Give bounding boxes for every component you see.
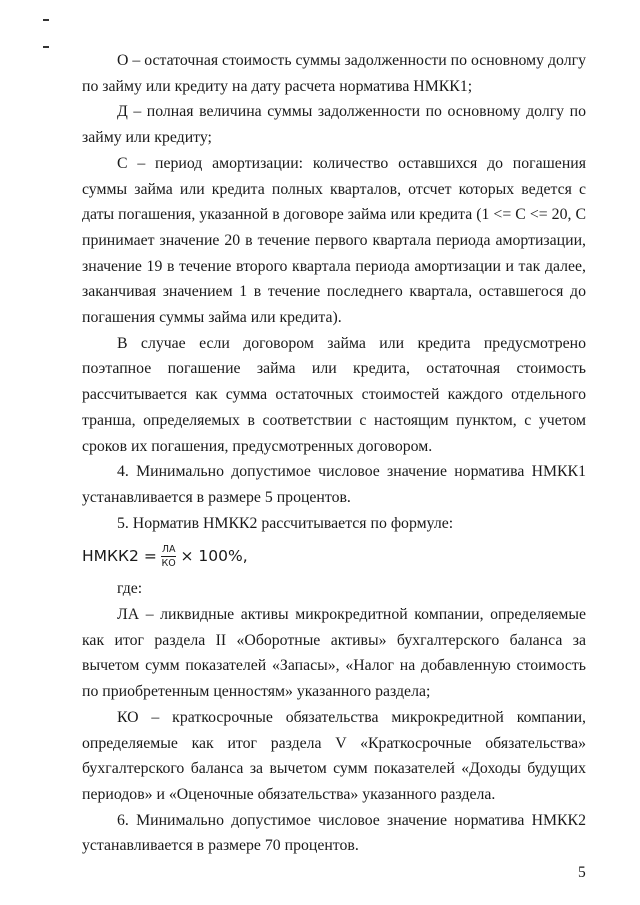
definition-o: О – остаточная стоимость суммы задолженности по основному долгу по займу или кредиту на дату расчета норматива НМКК1;: [82, 52, 586, 95]
definition-d: Д – полная величина суммы задолженности по основному долгу по займу или кредиту;: [82, 103, 586, 147]
formula-lhs: НМКК2 =: [82, 547, 157, 566]
definition-la: ЛА – ликвидные активы микрокредитной компании, определяемые как итог раздела II «Оборотные активы» бухгалтерского баланса за вычетом сумм показателей «Запасы», «Налог на добавленную стоимость по приобретенным ценностям» указанного раздела;: [82, 606, 586, 701]
scan-mark: [43, 46, 49, 48]
document-page: [82, 48, 586, 859]
clause-5: 5. Норматив НМКК2 рассчитывается по формуле:: [117, 514, 454, 532]
scan-mark: [43, 19, 49, 21]
definition-ko: КО – краткосрочные обязательства микрокредитной компании, определяемые как итог раздела V «Краткосрочные обязательства» бухгалтерского баланса за вычетом сумм показателей «Доходы будущих периодов» и «Оценочные обязательства» указанного раздела.: [82, 708, 586, 803]
page-number: 5: [578, 864, 586, 881]
clause-4: 4. Минимально допустимое числовое значение норматива НМКК1 устанавливается в размере 5 процентов.: [82, 463, 586, 506]
tranche-paragraph: В случае если договором займа или кредита предусмотрено поэтапное погашение займа или кредита, остаточная стоимость рассчитывается как сумма остаточных стоимостей каждого отдельного транша, определяемых в соответствии с настоящим пунктом, с учетом сроков их погашения, предусмотренных договором.: [82, 334, 586, 455]
formula-rhs: × 100%,: [180, 547, 248, 566]
formula-nmkk2: [82, 536, 586, 576]
formula-fraction: [161, 544, 177, 569]
formula-numerator: ЛА: [161, 543, 176, 555]
formula-denominator: КО: [161, 557, 176, 569]
clause-6: 6. Минимально допустимое числовое значение норматива НМКК2 устанавливается в размере 70 процентов.: [82, 811, 586, 855]
where-label: где:: [117, 580, 143, 598]
definition-c: С – период амортизации: количество оставшихся до погашения суммы займа или кредита полных кварталов, отсчет которых ведется с даты погашения, указанной в договоре займа или кредита (1 <= С <= 20, С принимает значение 20 в течение первого квартала периода амортизации, значение 19 в течение второго квартала периода амортизации и так далее, заканчивая значением 1 в течение последнего квартала, оставшегося до погашения суммы займа или кредита).: [82, 154, 586, 327]
